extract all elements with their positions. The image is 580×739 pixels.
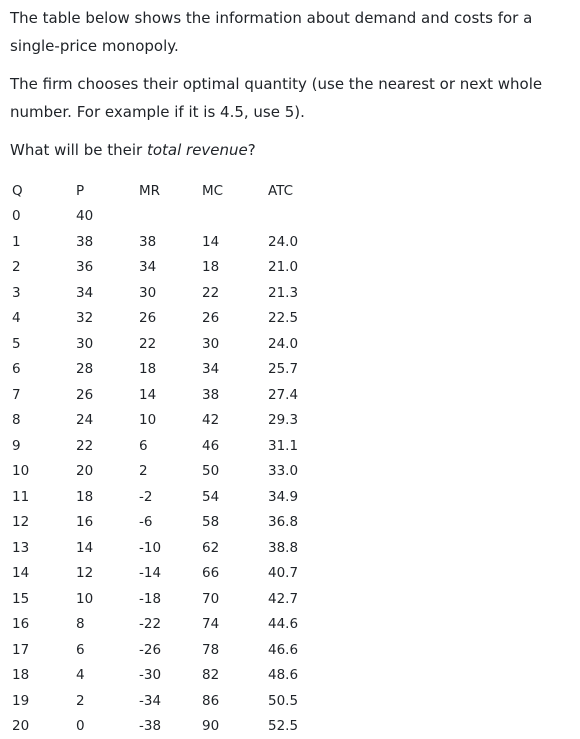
cell-atc: 33.0 xyxy=(268,459,348,485)
cell-p: 2 xyxy=(76,688,139,714)
cell-mc: 70 xyxy=(202,586,268,612)
cell-atc: 29.3 xyxy=(268,408,348,434)
cell-atc: 40.7 xyxy=(268,561,348,587)
cell-p: 40 xyxy=(76,204,139,230)
cell-mc: 90 xyxy=(202,714,268,739)
cell-q: 9 xyxy=(12,433,76,459)
cell-mc: 54 xyxy=(202,484,268,510)
cell-mr: -14 xyxy=(139,561,202,587)
cell-mr: 6 xyxy=(139,433,202,459)
cell-mr: 30 xyxy=(139,280,202,306)
cell-mc: 58 xyxy=(202,510,268,536)
table-row xyxy=(12,586,348,612)
question-instruction: The firm chooses their optimal quantity (use the nearest or next whole number. For example if it is 4.5, use 5). xyxy=(10,70,580,126)
cell-mc: 46 xyxy=(202,433,268,459)
cell-mc: 14 xyxy=(202,229,268,255)
cell-atc: 42.7 xyxy=(268,586,348,612)
table-row xyxy=(12,357,348,383)
cell-mr: 14 xyxy=(139,382,202,408)
cell-mr: -10 xyxy=(139,535,202,561)
cell-q: 19 xyxy=(12,688,76,714)
cell-p: 26 xyxy=(76,382,139,408)
cell-mr: 22 xyxy=(139,331,202,357)
cell-q: 18 xyxy=(12,663,76,689)
cell-q: 7 xyxy=(12,382,76,408)
cell-mc: 30 xyxy=(202,331,268,357)
cell-p: 24 xyxy=(76,408,139,434)
cell-q: 2 xyxy=(12,255,76,281)
cell-q: 16 xyxy=(12,612,76,638)
cell-atc: 24.0 xyxy=(268,229,348,255)
table-row xyxy=(12,535,348,561)
cell-atc: 24.0 xyxy=(268,331,348,357)
cell-q: 13 xyxy=(12,535,76,561)
header-p: P xyxy=(76,178,139,204)
cell-q: 10 xyxy=(12,459,76,485)
table-row xyxy=(12,280,348,306)
cell-p: 18 xyxy=(76,484,139,510)
table-header-row xyxy=(12,178,348,204)
cell-mr: -6 xyxy=(139,510,202,536)
cell-mr: 18 xyxy=(139,357,202,383)
cell-atc: 36.8 xyxy=(268,510,348,536)
cell-q: 3 xyxy=(12,280,76,306)
cell-q: 8 xyxy=(12,408,76,434)
cell-mc: 66 xyxy=(202,561,268,587)
table-row xyxy=(12,382,348,408)
cell-atc: 34.9 xyxy=(268,484,348,510)
cell-mr: -22 xyxy=(139,612,202,638)
cell-p: 14 xyxy=(76,535,139,561)
cell-mc: 22 xyxy=(202,280,268,306)
cell-atc: 27.4 xyxy=(268,382,348,408)
cell-mc: 62 xyxy=(202,535,268,561)
cell-p: 6 xyxy=(76,637,139,663)
table-row xyxy=(12,459,348,485)
table-row xyxy=(12,306,348,332)
cell-p: 20 xyxy=(76,459,139,485)
cell-p: 32 xyxy=(76,306,139,332)
cell-p: 4 xyxy=(76,663,139,689)
table-row xyxy=(12,688,348,714)
cell-atc: 21.3 xyxy=(268,280,348,306)
table-row xyxy=(12,204,348,230)
cell-mr: 10 xyxy=(139,408,202,434)
header-mc: MC xyxy=(202,178,268,204)
cell-mc: 50 xyxy=(202,459,268,485)
cell-atc xyxy=(268,204,348,230)
table-row xyxy=(12,637,348,663)
cell-atc: 21.0 xyxy=(268,255,348,281)
cell-p: 28 xyxy=(76,357,139,383)
cell-p: 12 xyxy=(76,561,139,587)
cell-atc: 46.6 xyxy=(268,637,348,663)
cell-atc: 31.1 xyxy=(268,433,348,459)
table-row xyxy=(12,561,348,587)
cell-q: 17 xyxy=(12,637,76,663)
cell-p: 34 xyxy=(76,280,139,306)
cell-mr: -34 xyxy=(139,688,202,714)
cell-atc: 50.5 xyxy=(268,688,348,714)
table-row xyxy=(12,408,348,434)
cell-mr: -38 xyxy=(139,714,202,739)
cell-q: 0 xyxy=(12,204,76,230)
table-row xyxy=(12,331,348,357)
cell-mc: 42 xyxy=(202,408,268,434)
cell-mr: -2 xyxy=(139,484,202,510)
cell-mc: 38 xyxy=(202,382,268,408)
cell-mc: 34 xyxy=(202,357,268,383)
cell-atc: 25.7 xyxy=(268,357,348,383)
cell-q: 6 xyxy=(12,357,76,383)
cell-p: 0 xyxy=(76,714,139,739)
cell-p: 16 xyxy=(76,510,139,536)
cell-q: 20 xyxy=(12,714,76,739)
header-mr: MR xyxy=(139,178,202,204)
header-q: Q xyxy=(12,178,76,204)
cell-mc: 82 xyxy=(202,663,268,689)
cell-p: 30 xyxy=(76,331,139,357)
table-row xyxy=(12,433,348,459)
table-row xyxy=(12,663,348,689)
cell-p: 10 xyxy=(76,586,139,612)
cell-mr: 2 xyxy=(139,459,202,485)
cell-mc xyxy=(202,204,268,230)
header-atc: ATC xyxy=(268,178,348,204)
cell-p: 22 xyxy=(76,433,139,459)
cell-atc: 22.5 xyxy=(268,306,348,332)
prompt-end: ? xyxy=(248,141,256,159)
cell-mr: -18 xyxy=(139,586,202,612)
cell-p: 38 xyxy=(76,229,139,255)
cell-p: 8 xyxy=(76,612,139,638)
prompt-text: What will be their xyxy=(10,141,147,159)
question-prompt xyxy=(10,136,580,164)
cell-q: 5 xyxy=(12,331,76,357)
table-row xyxy=(12,229,348,255)
cell-mr: 34 xyxy=(139,255,202,281)
table-row xyxy=(12,510,348,536)
table-row xyxy=(12,612,348,638)
cell-mc: 18 xyxy=(202,255,268,281)
demand-cost-table xyxy=(12,178,348,739)
cell-q: 1 xyxy=(12,229,76,255)
cell-mr: 26 xyxy=(139,306,202,332)
cell-atc: 38.8 xyxy=(268,535,348,561)
cell-mc: 78 xyxy=(202,637,268,663)
cell-q: 11 xyxy=(12,484,76,510)
question-intro: The table below shows the information about demand and costs for a single-price monopoly. xyxy=(10,4,580,60)
cell-atc: 44.6 xyxy=(268,612,348,638)
cell-q: 15 xyxy=(12,586,76,612)
table-row xyxy=(12,484,348,510)
cell-q: 4 xyxy=(12,306,76,332)
table-row xyxy=(12,714,348,739)
cell-p: 36 xyxy=(76,255,139,281)
cell-mr: -26 xyxy=(139,637,202,663)
cell-mr: 38 xyxy=(139,229,202,255)
prompt-emphasis: total revenue xyxy=(147,141,248,159)
cell-atc: 48.6 xyxy=(268,663,348,689)
cell-q: 12 xyxy=(12,510,76,536)
cell-q: 14 xyxy=(12,561,76,587)
cell-mc: 26 xyxy=(202,306,268,332)
cell-mr: -30 xyxy=(139,663,202,689)
table-row xyxy=(12,255,348,281)
cell-atc: 52.5 xyxy=(268,714,348,739)
cell-mc: 74 xyxy=(202,612,268,638)
cell-mc: 86 xyxy=(202,688,268,714)
cell-mr xyxy=(139,204,202,230)
